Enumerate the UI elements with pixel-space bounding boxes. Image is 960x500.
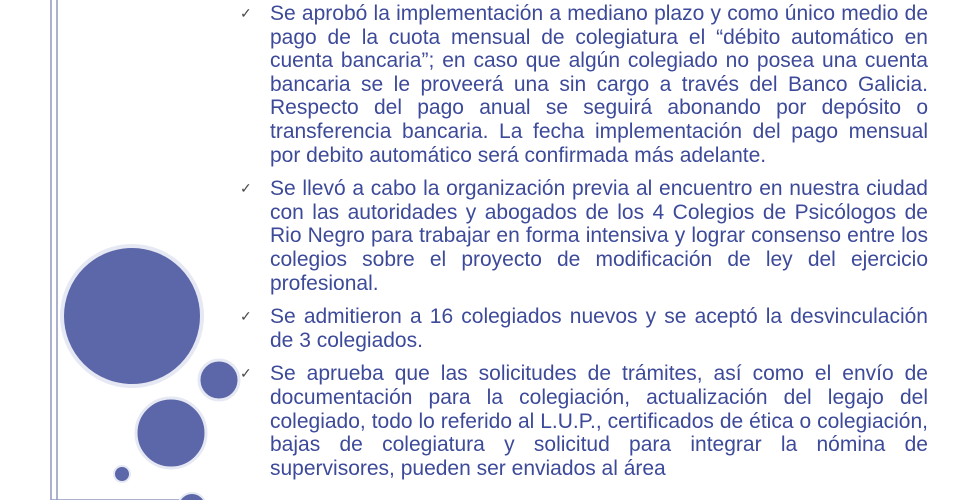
small-circle [199, 360, 239, 400]
list-item [238, 362, 928, 480]
slide-content [238, 2, 928, 490]
decorative-circles [0, 0, 260, 500]
list-item [238, 177, 928, 295]
medium-circle [136, 398, 206, 468]
list-item-text: Se llevó a cabo la organización previa al encuentro en nuestra ciudad con las autoridades y abogados de los 4 Colegios de Psicólogos de Rio Negro para trabajar en forma intensiva y lograr consenso entre los colegios sobre el proyecto de modificación de ley del ejercicio profesional. [270, 177, 928, 295]
check-icon: ✓ [240, 180, 252, 197]
list-item-text: Se admitieron a 16 colegiados nuevos y se aceptó la desvinculación de 3 colegiados. [270, 305, 928, 352]
large-circle [62, 246, 202, 386]
list-item-text: Se aprobó la implementación a mediano plazo y como único medio de pago de la cuota mensual de colegiatura el “débito automático en cuenta bancaria”; en caso que algún colegiado no posea una cuenta bancaria se le proveerá una sin cargo a través del Banco Galicia. Respecto del pago anual se seguirá abonando por depósito o transferencia bancaria. La fecha implementación del pago mensual por debito automático será confirmada más adelante. [270, 2, 928, 167]
list-item-text: Se aprueba que las solicitudes de trámites, así como el envío de documentación para la colegiación, actualización del legajo del colegiado, todo lo referido al L.U.P., certificados de ética o colegiación, bajas de colegiatura y solicitud para integrar la nómina de supervisores, pueden ser enviados al área [270, 362, 928, 480]
check-icon: ✓ [240, 5, 252, 21]
bullet-list [238, 2, 928, 480]
list-item [238, 2, 928, 167]
tiny-circle [114, 466, 130, 482]
list-item [238, 305, 928, 352]
partial-circle-bottom [178, 493, 206, 500]
check-icon: ✓ [240, 308, 252, 325]
check-icon: ✓ [240, 365, 252, 382]
